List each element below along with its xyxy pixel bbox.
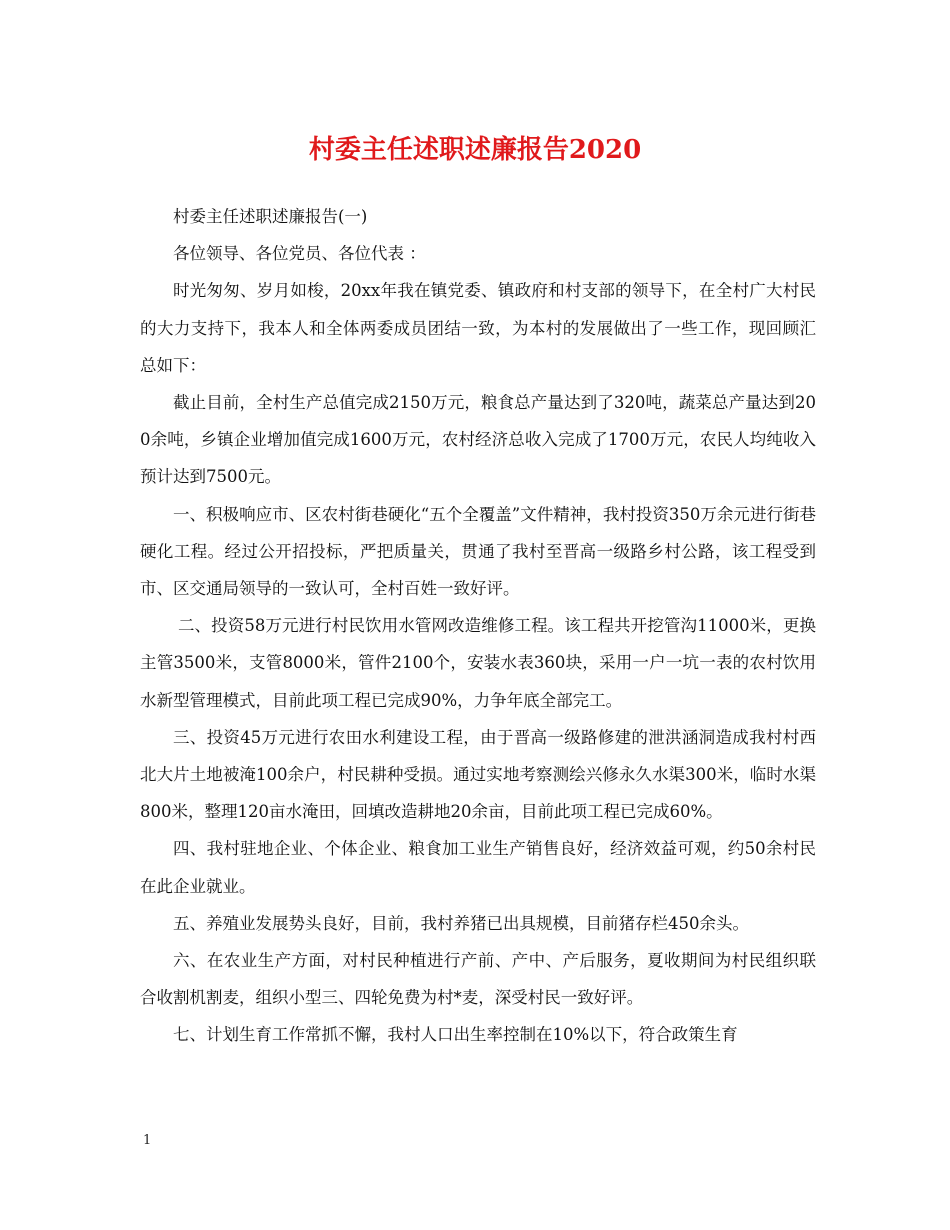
paragraph-item-3: 三、投资45万元进行农田水利建设工程，由于晋高一级路修建的泄洪涵洞造成我村村西北大片土地被淹100余户，村民耕种受损。通过实地考察测绘兴修永久水渠300米，临时水渠800米，整理120亩水淹田，回填改造耕地20余亩，目前此项工程已完成60%。 [140,727,816,822]
paragraph-item-6: 六、在农业生产方面，对村民种植进行产前、产中、产后服务，夏收期间为村民组织联合收割机割麦，组织小型三、四轮免费为村*麦，深受村民一致好评。 [140,951,816,1008]
paragraph-economic-summary: 截止目前，全村生产总值完成2150万元，粮食总产量达到了320吨，蔬菜总产量达到200余吨，乡镇企业增加值完成1600万元，农村经济总收入完成了1700万元，农民人均纯收入预计达到7500元。 [140,393,816,487]
paragraph-report-heading: 村委主任述职述廉报告(一) [173,207,368,226]
paragraph-item-7: 七、计划生育工作常抓不懈，我村人口出生率控制在10%以下，符合政策生育 [173,1025,738,1045]
paragraph-introduction: 时光匆匆、岁月如梭，20xx年我在镇党委、镇政府和村支部的领导下，在全村广大村民的大力支持下，我本人和全体两委成员团结一致，为本村的发展做出了一些工作，现回顾汇总如下： [140,281,816,375]
paragraph-salutation: 各位领导、各位党员、各位代表 ： [173,244,426,264]
paragraph-item-5: 五、养殖业发展势头良好，目前，我村养猪已出具规模，目前猪存栏450余头。 [173,913,749,933]
page-number: 1 [143,1133,152,1148]
paragraph-item-1: 一、积极响应市、区农村街巷硬化“五个全覆盖”文件精神，我村投资350万余元进行街巷硬化工程。经过公开招投标，严把质量关，贯通了我村至晋高一级路乡村公路，该工程受到市、区交通局领导的一致认可，全村百姓一致好评。 [140,504,816,599]
paragraph-item-4: 四、我村驻地企业、个体企业、粮食加工业生产销售良好，经济效益可观，约50余村民在此企业就业。 [140,839,816,896]
paragraph-item-2: 二、投资58万元进行村民饮用水管网改造维修工程。该工程共开挖管沟11000米，更换主管3500米，支管8000米，管件2100个，安装水表360块，采用一户一坑一表的农村饮用水新型管理模式，目前此项工程已完成90%，力争年底全部完工。 [140,616,816,710]
document-title: 村委主任述职述廉报告2020 [308,135,642,165]
document-body [140,198,816,1054]
